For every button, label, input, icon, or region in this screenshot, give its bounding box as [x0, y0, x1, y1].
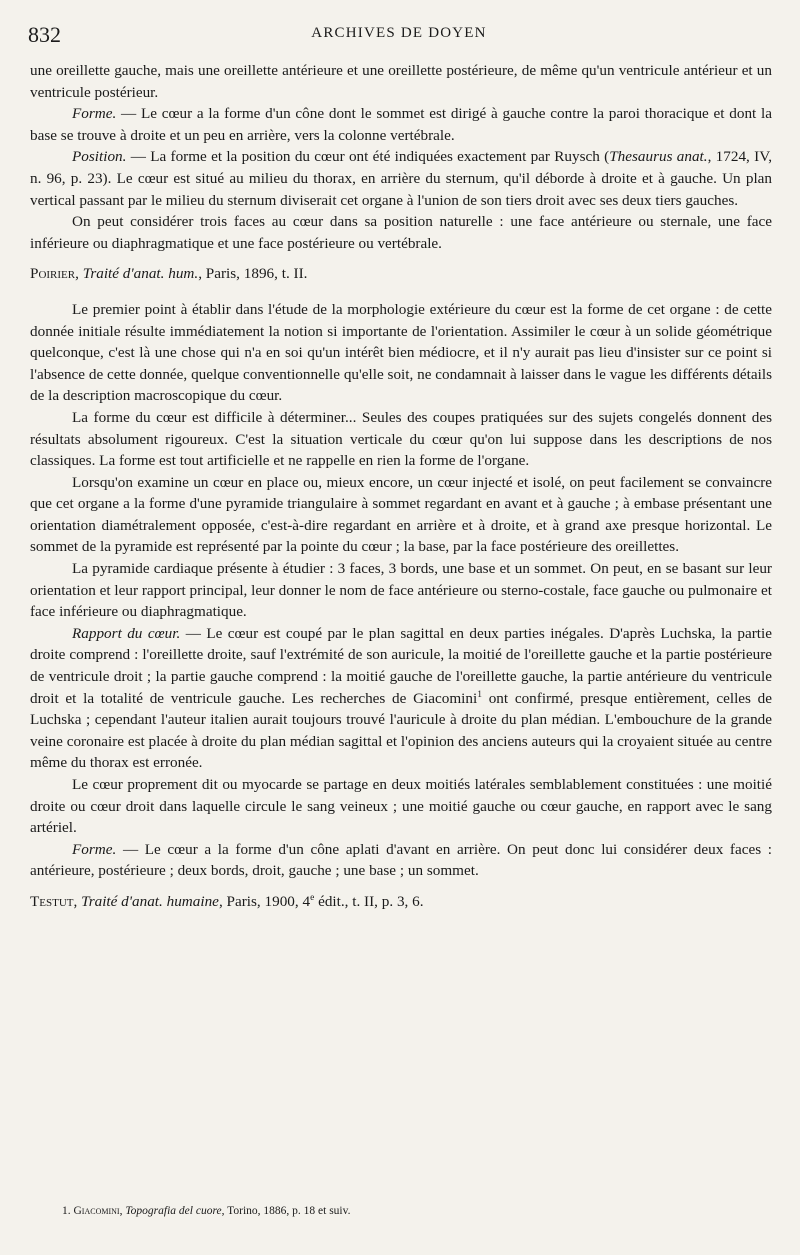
page-header: [28, 22, 770, 52]
reference-poirier: [30, 263, 772, 285]
paragraph-position: [30, 146, 772, 211]
reference-separator: ,: [75, 265, 83, 283]
paragraph-poirier-2: La forme du cœur est difficile à déterminer... Seules des coupes pratiquées sur des sujets congelés donnent des résultats absolument rigoureux. C'est la situation verticale du cœur qu'on lui suppose dans les descriptions de nos classiques. La forme est tout artificielle et ne rappelle en rien la forme de l'organe.: [30, 408, 772, 470]
section-label-position: Position.: [72, 148, 127, 166]
reference-separator: ,: [73, 892, 82, 910]
paragraph-continuation: [30, 60, 772, 103]
section-label-forme: Forme.: [72, 840, 117, 858]
paragraph-text: ont confirmé, presque entièrement, celles de Luchska ; cependant l'auteur italien aurait toujours trouvé l'auricule à droite du plan médian. L'embouchure de la grande veine coronaire est placée à droite du plan médian sagittal et l'opinion des anciens auteurs qui la croyaient située au centre même du thorax est erronée.: [30, 689, 772, 772]
paragraph-text: , 1724, IV, n. 96, p. 23). Le cœur est situé au milieu du thorax, en arrière du sternum, qu'il déborde à droite et à gauche. Un plan vertical passant par le milieu du sternum diviserait cet organe à l'union de son tiers droit avec ses deux tiers gauches.: [30, 148, 772, 209]
footnote-separator: ,: [119, 1205, 126, 1217]
paragraph-myocarde: [30, 774, 772, 839]
section-label-rapport: Rapport du cœur.: [72, 624, 181, 642]
paragraph-text: Le cœur proprement dit ou myocarde se partage en deux moitiés latérales semblablement constituées : une moitié droite ou cœur droit dans laquelle circule le sang veineux ; une moitié gauche ou cœur gauche, en rapport avec le sang artériel.: [30, 776, 772, 837]
cited-work: Thesaurus anat.: [609, 148, 708, 166]
reference-title: Traité d'anat. hum.: [82, 265, 199, 283]
paragraph-poirier-1: Le premier point à établir dans l'étude de la morphologie extérieure du cœur est la forme de cet organe : de cette donnée initiale résulte immédiatement la notion si importante de l'orientation. Assimiler le cœur à un solide géométrique quelconque, c'est là une chose qui n'a en soi qu'un intérêt bien médiocre, et il n'y aurait pas lieu d'insister sur ce point si l'absence de cette donnée, quelque conventionnelle qu'elle soit, ne condamnait à laisser dans le vague les différents détails de la description macroscopique du cœur.: [30, 300, 772, 405]
reference-details: , Paris, 1900, 4: [218, 892, 311, 910]
paragraph-text: On peut considérer trois faces au cœur dans sa position naturelle : une face antérieure ou sternale, une face inférieure ou diaphragmatique et une face postérieure ou vertébrale.: [30, 213, 772, 252]
footnote-author: Giacomini: [73, 1205, 120, 1217]
paragraph-faces: [30, 211, 772, 254]
footnote: [62, 1205, 760, 1217]
paragraph-poirier-3: Lorsqu'on examine un cœur en place ou, mieux encore, un cœur injecté et isolé, on peut facilement se convaincre que cet organe a la forme d'une pyramide triangulaire à sommet regardant en avant et à gauche ; à embase présentant une orientation diamétralement opposée, c'est-à-dire regardant en arrière et à droite, et à grand axe presque horizontal. Le sommet de la pyramide est représenté par la pointe du cœur ; la base, par la face postérieure des oreillettes.: [30, 473, 772, 556]
paragraph-rapport: [30, 623, 772, 774]
page-body: [30, 60, 772, 927]
reference-details: édit., t. II, p. 3, 6.: [314, 892, 424, 910]
footnote-details: , Torino, 1886, p. 18 et suiv.: [221, 1205, 351, 1217]
paragraph-text: une oreillette gauche, mais une oreillette antérieure et une oreillette postérieure, de même qu'un ventricule antérieur et un ventricule postérieur.: [30, 62, 772, 101]
footnote-title: Topografia del cuore: [125, 1205, 222, 1217]
section-label-forme: Forme.: [72, 105, 117, 123]
reference-author: Poirier: [30, 265, 76, 283]
running-title: ARCHIVES DE DOYEN: [311, 25, 487, 41]
reference-details: , Paris, 1896, t. II.: [198, 265, 308, 283]
footnote-marker: 1: [477, 689, 482, 700]
paragraph-poirier-4: La pyramide cardiaque présente à étudier : 3 faces, 3 bords, une base et un sommet. On peut, en se basant sur leur orientation et leur rapport principal, leur donner le nom de face antérieure ou sterno-costale, face gauche ou pulmonaire et face inférieure ou diaphragmatique.: [30, 560, 772, 621]
reference-testut: [30, 891, 772, 913]
paragraph-text: — Le cœur a la forme d'un cône dont le sommet est dirigé à gauche contre la paroi thoracique et dont la base se trouve à droite et un peu en arrière, vers la colonne vertébrale.: [30, 105, 772, 144]
page-number: 832: [28, 22, 61, 47]
reference-author: Testut: [30, 892, 74, 910]
edition-superscript: e: [310, 892, 315, 903]
reference-title: Traité d'anat. humaine: [81, 892, 219, 910]
paragraph-text: — Le cœur a la forme d'un cône aplati d'avant en arrière. On peut donc lui considérer deux faces : antérieure, postérieure ; deux bords, droit, gauche ; une base ; un sommet.: [30, 840, 772, 880]
paragraph-forme: [30, 103, 772, 146]
footnote-number: 1.: [62, 1205, 74, 1217]
paragraph-text: — La forme et la position du cœur ont été indiquées exactement par Ruysch (: [126, 148, 610, 166]
paragraph-forme-2: [30, 839, 772, 882]
paragraph-text: — Le cœur est coupé par le plan sagittal en deux parties inégales. D'après Luchska, la partie droite comprend : l'oreillette droite, sauf l'extrémité de son auricule, la moitié de l'oreillette gauche et la partie postérieure de ventricule droit ; la partie gauche comprend : la moitié gauche de l'oreillette gauche, la partie antérieure du ventricule droit et la totalité de ventricule gauche. Les recherches de Giacomini: [30, 624, 772, 707]
